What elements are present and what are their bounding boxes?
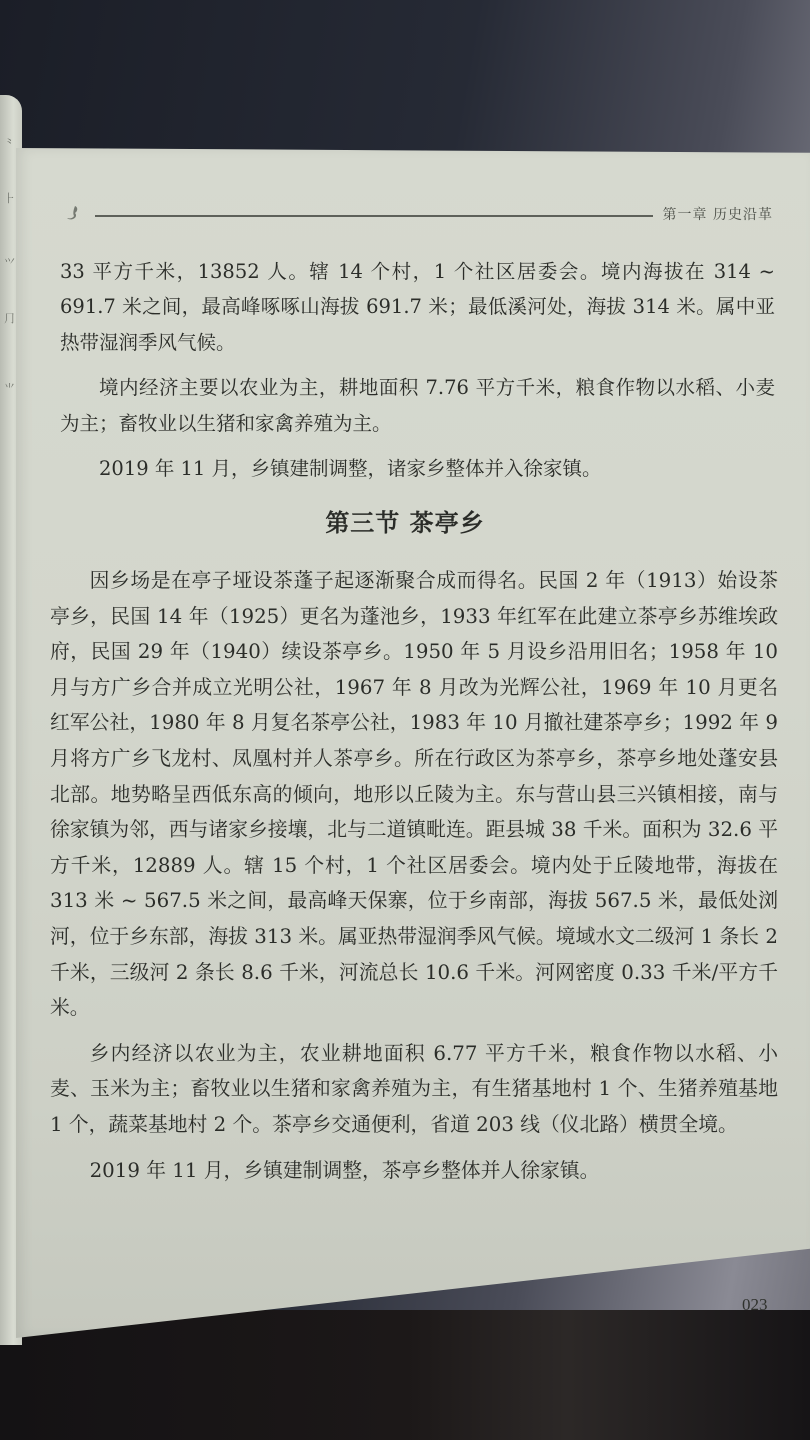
paragraph: 境内经济主要以农业为主，耕地面积 7.76 平方千米，粮食作物以水稻、小麦为主；畜牧业以生猪和家禽养殖为主。 xyxy=(60,376,775,435)
header-rule xyxy=(95,215,653,217)
previous-section-text xyxy=(60,254,775,486)
table-surface xyxy=(0,1310,810,1440)
paragraph: 因乡场是在亭子垭设茶蓬子起逐渐聚合成而得名。民国 2 年（1913）始设茶亭乡，民国 14 年（1925）更名为蓬池乡，1933 年红军在此建立茶亭乡苏维埃政府，民国 29 年（1940）续设茶亭乡。1950 年 5 月设乡沿用旧名；1958 年 10 月与方广乡合并成立光明公社，1967 年 8 月改为光辉公社，1969 年 10 月更名红军公社，1980 年 8 月复名茶亭公社，1983 年 10 月撤社建茶亭乡；1992 年 9 月将方广乡飞龙村、凤凰村并人茶亭乡。所在行政区为茶亭乡，茶亭乡地处蓬安县北部。地势略呈西低东高的倾向，地形以丘陵为主。东与营山县三兴镇相接，南与徐家镇为邻，西与诸家乡接壤，北与二道镇毗连。距县城 38 千米。面积为 32.6 平方千米，12889 人。辖 15 个村，1 个社区居委会。境内处于丘陵地带，海拔在 313 米 ~ 567.5 米之间，最高峰天保寨，位于乡南部，海拔 567.5 米，最低处浏河，位于乡东部，海拔 313 米。属亚热带湿润季风气候。境域水文二级河 1 条长 2 千米，三级河 2 条长 8.6 千米，河流总长 10.6 千米。河网密度 0.33 千米/平方千米。 xyxy=(50,569,778,1020)
chapter-title: 第一章 历史沿革 xyxy=(662,207,773,223)
left-page-glyph: ⺌ xyxy=(4,382,15,395)
paragraph: 2019 年 11 月，乡镇建制调整，诸家乡整体并入徐家镇。 xyxy=(99,457,602,481)
paragraph: 乡内经济以农业为主，农业耕地面积 6.77 平方千米，粮食作物以水稻、小麦、玉米为主；畜牧业以生猪和家禽养殖为主，有生猪基地村 1 个、生猪养殖基地 1 个，蔬菜基地村 2 个。茶亭乡交通便利，省道 203 线（仪北路）横贯全境。 xyxy=(50,1041,778,1136)
paragraph: 33 平方千米，13852 人。辖 14 个村，1 个社区居委会。境内海拔在 314 ~ 691.7 米之间，最高峰啄啄山海拔 691.7 米；最低溪河处，海拔 314 米。属中亚热带湿润季风气候。 xyxy=(60,260,775,354)
left-page-glyph: ⺊ xyxy=(4,192,15,205)
section-body xyxy=(50,563,778,1188)
paragraph: 2019 年 11 月，乡镇建制调整，茶亭乡整体并人徐家镇。 xyxy=(89,1158,600,1182)
decorative-ornament-icon xyxy=(65,204,89,224)
page-number: 023 xyxy=(742,1295,768,1314)
left-page-glyph: ⺆ xyxy=(4,312,15,325)
section-title: 第三节 茶亭乡 xyxy=(325,509,485,537)
running-header xyxy=(65,200,795,228)
left-page-glyph: ⺍ xyxy=(4,257,15,270)
left-page-glyph: ⺀ xyxy=(4,137,15,150)
